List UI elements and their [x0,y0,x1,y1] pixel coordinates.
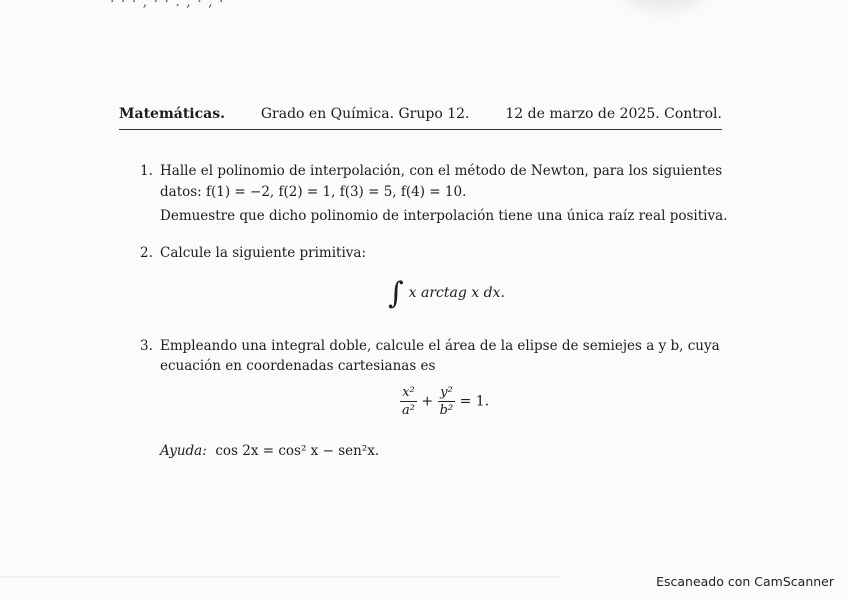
integral-expression [388,276,505,311]
fraction-x [400,385,417,418]
problem-1-line3: Demuestre que dicho polinomio de interpolación tiene una única raíz real positiva. [160,208,728,224]
scanner-watermark: Escaneado con CamScanner [656,574,834,589]
cropped-text-fragment: · · · , · · . , · , · [110,0,225,10]
fraction-x-numerator: x² [402,385,415,400]
fraction-y-denominator: b² [439,403,454,418]
header-rule [119,129,722,130]
hint-line [160,443,379,459]
problem-3-line2: ecuación en coordenadas cartesianas es [160,358,436,374]
problem-1-line1: Halle el polinomio de interpolación, con el método de Newton, para los siguientes [160,163,723,179]
subject-title: Matemáticas. [119,106,225,122]
equation-rhs: = 1. [459,393,490,410]
fraction-y [438,385,456,418]
exam-date: 12 de marzo de 2025. Control. [505,106,722,122]
problem-3-line1: Empleando una integral doble, calcule el área de la elipse de semiejes a y b, cuya [160,338,720,354]
fraction-x-denominator: a² [402,403,415,418]
exam-header [119,106,722,122]
integral-sign: ∫ [388,276,404,311]
scan-shadow [0,576,560,578]
fraction-y-numerator: y² [440,385,453,400]
problem-3-number: 3. [140,338,153,354]
problem-2-line1: Calcule la siguiente primitiva: [160,245,366,261]
course-info: Grado en Química. Grupo 12. [260,106,470,122]
problem-1-line2: datos: f(1) = −2, f(2) = 1, f(3) = 5, f(4) = 10. [160,184,467,200]
hint-formula: cos 2x = cos² x − sen²x. [215,443,380,459]
problem-2-number: 2. [140,245,153,261]
ellipse-equation [400,385,489,418]
hint-label: Ayuda: [160,443,207,459]
integrand: x arctag x dx. [408,285,505,301]
scan-smudge [625,0,705,12]
plus-sign: + [421,393,434,410]
problem-1-number: 1. [140,163,153,179]
